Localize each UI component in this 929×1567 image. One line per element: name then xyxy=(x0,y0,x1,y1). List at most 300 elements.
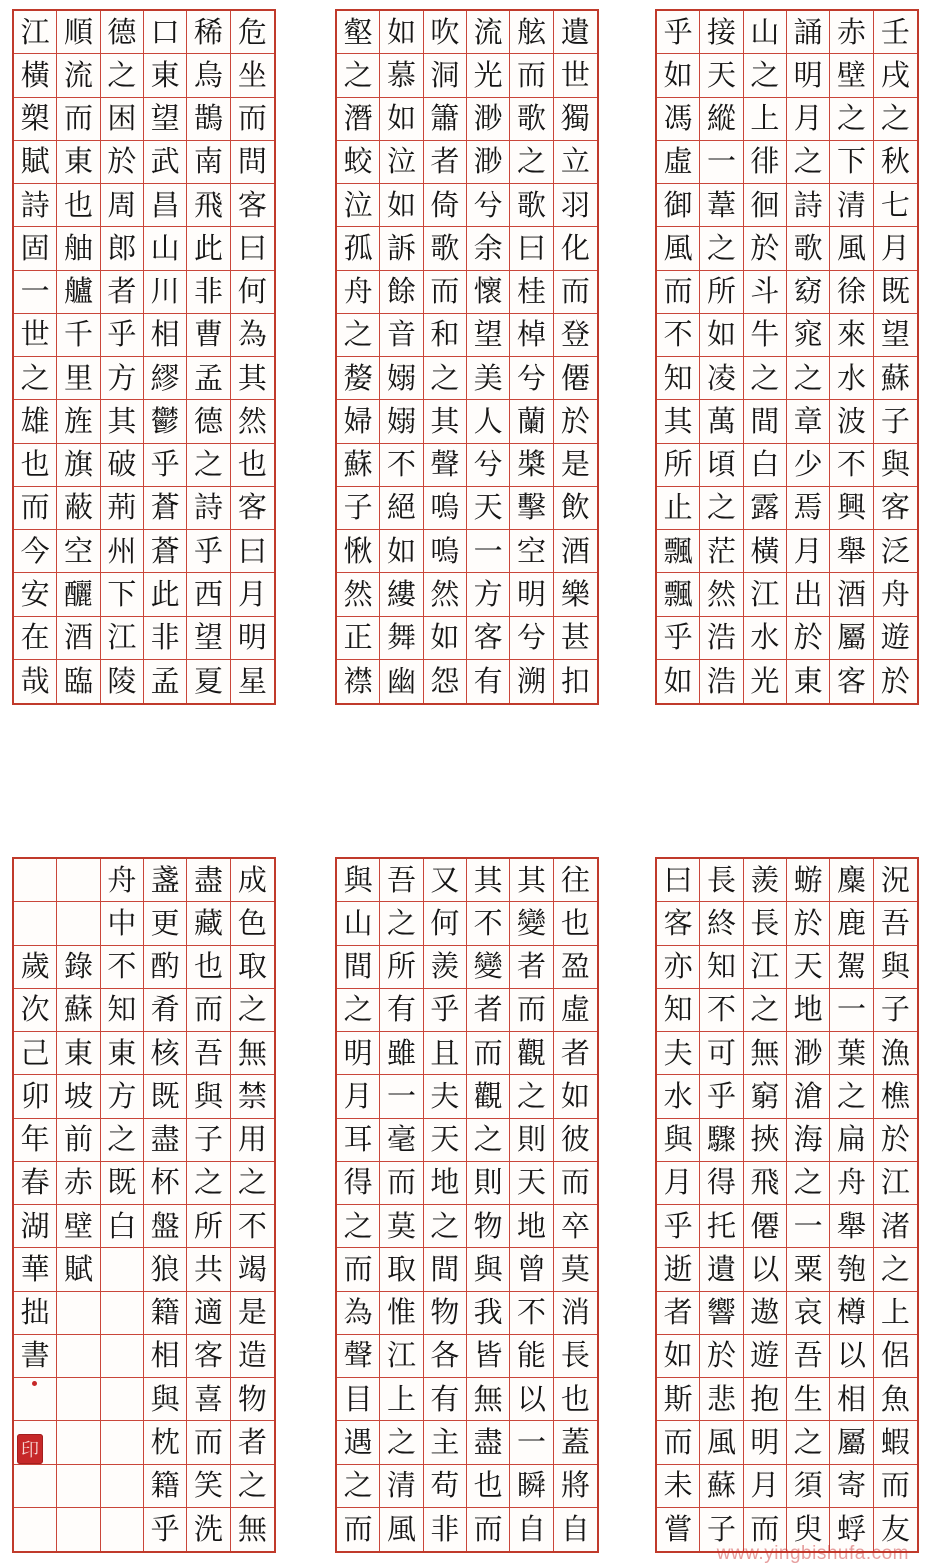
grid-cell: 之 xyxy=(187,1162,230,1205)
grid-cell: 詩 xyxy=(14,184,57,227)
grid-cell: 縷 xyxy=(380,573,423,616)
grid-cell: 知 xyxy=(101,989,144,1032)
grid-cell: 一 xyxy=(14,271,57,314)
grid-cell: 月 xyxy=(787,530,830,573)
grid-cell: 曰 xyxy=(231,530,274,573)
grid-cell: 酌 xyxy=(144,946,187,989)
grid-cell: 子 xyxy=(874,400,917,443)
grid-cell: 於 xyxy=(744,227,787,270)
grid-cell: 東 xyxy=(787,660,830,703)
grid-cell: 之 xyxy=(744,989,787,1032)
grid-cell: 盈 xyxy=(554,946,597,989)
grid-cell: 驟 xyxy=(700,1119,743,1162)
grid-cell: 可 xyxy=(700,1032,743,1075)
grid-cell: 棹 xyxy=(510,314,553,357)
grid-cell: 蒼 xyxy=(144,487,187,530)
grid-cell: 友 xyxy=(880,1511,910,1546)
grid-cell: 一 xyxy=(700,141,743,184)
grid-cell: 之 xyxy=(337,54,380,97)
grid-cell: 下 xyxy=(101,573,144,616)
grid-cell: 蓋 xyxy=(554,1421,597,1464)
grid-cell: 而 xyxy=(467,1508,510,1551)
grid-cell: 地 xyxy=(424,1162,467,1205)
grid-cell: 明 xyxy=(510,573,553,616)
grid-cell: 之 xyxy=(101,54,144,97)
grid-cell: 知 xyxy=(700,946,743,989)
grid-cell: 之 xyxy=(830,1075,873,1118)
grid-cell: 核 xyxy=(144,1032,187,1075)
grid-cell: 於 xyxy=(787,902,830,945)
grid-cell: 而 xyxy=(231,98,274,141)
grid-cell: 釃 xyxy=(57,573,100,616)
grid-cell: 雖 xyxy=(380,1032,423,1075)
grid-cell: 賦 xyxy=(14,141,57,184)
grid-cell: 遺 xyxy=(554,11,597,54)
grid-cell: 春 xyxy=(14,1162,57,1205)
grid-cell: 旗 xyxy=(57,444,100,487)
grid-cell xyxy=(14,902,57,945)
grid-cell: 舟 xyxy=(101,859,144,902)
grid-cell: 盤 xyxy=(144,1205,187,1248)
grid-cell: 非 xyxy=(144,617,187,660)
grid-cell: 月 xyxy=(337,1075,380,1118)
grid-cell: 而 xyxy=(187,1421,230,1464)
grid-cell: 而 xyxy=(424,271,467,314)
grid-cell: 天 xyxy=(787,946,830,989)
grid-cell: 武 xyxy=(144,141,187,184)
grid-cell: 坐 xyxy=(231,54,274,97)
grid-cell: 知 xyxy=(657,357,700,400)
grid-cell: 拙 xyxy=(14,1292,57,1335)
grid-cell: 上 xyxy=(874,1292,917,1335)
grid-cell: 昌 xyxy=(144,184,187,227)
grid-cell: 歌 xyxy=(510,184,553,227)
grid-cell: 渺 xyxy=(467,98,510,141)
grid-cell: 皆 xyxy=(467,1335,510,1378)
grid-cell: 相 xyxy=(144,314,187,357)
grid-cell: 其 xyxy=(510,859,553,902)
grid-cell: 而 xyxy=(57,98,100,141)
grid-cell: 樽 xyxy=(830,1292,873,1335)
grid-cell: 枕 xyxy=(144,1421,187,1464)
calligraphy-panel-bottom-left xyxy=(12,857,276,1553)
grid-cell: 山 xyxy=(337,902,380,945)
grid-cell: 正 xyxy=(337,617,380,660)
grid-cell: 歌 xyxy=(787,227,830,270)
grid-cell: 不 xyxy=(510,1292,553,1335)
grid-cell: 也 xyxy=(554,902,597,945)
grid-cell: 浩 xyxy=(700,660,743,703)
grid-cell: 其 xyxy=(467,859,510,902)
grid-cell: 清 xyxy=(830,184,873,227)
grid-cell xyxy=(14,859,57,902)
artist-seal: 印 xyxy=(17,1434,43,1464)
grid-cell: 曾 xyxy=(510,1248,553,1291)
grid-cell: 滄 xyxy=(787,1075,830,1118)
grid-cell: 與 xyxy=(337,859,380,902)
grid-cell: 橫 xyxy=(744,530,787,573)
grid-cell: 須 xyxy=(787,1465,830,1508)
grid-cell: 與 xyxy=(874,946,917,989)
grid-cell: 白 xyxy=(744,444,787,487)
grid-cell: 於 xyxy=(787,617,830,660)
grid-cell: 者 xyxy=(510,946,553,989)
grid-cell: 生 xyxy=(787,1378,830,1421)
grid-cell: 安 xyxy=(14,573,57,616)
grid-cell: 風 xyxy=(657,227,700,270)
grid-cell: 西 xyxy=(187,573,230,616)
grid-cell: 美 xyxy=(467,357,510,400)
grid-cell: 嗚 xyxy=(424,530,467,573)
grid-cell: 如 xyxy=(657,1335,700,1378)
grid-cell: 陵 xyxy=(101,660,144,703)
grid-cell: 歲 xyxy=(14,946,57,989)
grid-cell: 飛 xyxy=(187,184,230,227)
grid-cell: 者 xyxy=(231,1421,274,1464)
calligraphy-panel-top-left xyxy=(12,9,276,705)
grid-cell: 而 xyxy=(874,1465,917,1508)
grid-cell: 乎 xyxy=(657,1205,700,1248)
grid-cell: 其 xyxy=(424,400,467,443)
grid-cell: 如 xyxy=(380,530,423,573)
grid-cell: 德 xyxy=(187,400,230,443)
grid-cell: 物 xyxy=(467,1205,510,1248)
grid-cell: 藏 xyxy=(187,902,230,945)
grid-cell: 有 xyxy=(424,1378,467,1421)
grid-cell: 既 xyxy=(144,1075,187,1118)
grid-cell: 世 xyxy=(14,314,57,357)
grid-cell: 物 xyxy=(231,1378,274,1421)
grid-cell: 也 xyxy=(554,1378,597,1421)
grid-cell: 之 xyxy=(380,1421,423,1464)
grid-cell: 盡 xyxy=(187,859,230,902)
grid-cell: 籍 xyxy=(144,1292,187,1335)
grid-cell: 遨 xyxy=(744,1292,787,1335)
grid-cell: 吾 xyxy=(380,859,423,902)
grid-cell: 此 xyxy=(187,227,230,270)
grid-cell: 然 xyxy=(700,573,743,616)
grid-cell: 孟 xyxy=(187,357,230,400)
seal-dot xyxy=(32,1381,37,1386)
grid-cell: 蘇 xyxy=(337,444,380,487)
grid-cell: 之 xyxy=(744,357,787,400)
grid-cell: 方 xyxy=(101,357,144,400)
grid-cell: 之 xyxy=(14,357,57,400)
grid-cell: 余 xyxy=(467,227,510,270)
grid-cell xyxy=(101,1465,144,1508)
grid-cell: 知 xyxy=(657,989,700,1032)
grid-cell: 物 xyxy=(424,1292,467,1335)
grid-cell: 旌 xyxy=(57,400,100,443)
grid-cell: 世 xyxy=(554,54,597,97)
grid-cell: 坡 xyxy=(57,1075,100,1118)
grid-cell: 且 xyxy=(424,1032,467,1075)
grid-cell: 州 xyxy=(101,530,144,573)
grid-cell: 間 xyxy=(744,400,787,443)
grid-cell: 繆 xyxy=(144,357,187,400)
grid-cell: 里 xyxy=(57,357,100,400)
grid-cell: 天 xyxy=(424,1119,467,1162)
grid-cell: 哀 xyxy=(787,1292,830,1335)
grid-cell: 下 xyxy=(830,141,873,184)
grid-cell: 而 xyxy=(337,1248,380,1291)
grid-cell: 清 xyxy=(380,1465,423,1508)
grid-cell: 之 xyxy=(337,314,380,357)
grid-cell: 鬱 xyxy=(144,400,187,443)
grid-cell: 在 xyxy=(14,617,57,660)
grid-cell: 於 xyxy=(700,1335,743,1378)
grid-cell: 徐 xyxy=(830,271,873,314)
grid-cell: 舟 xyxy=(830,1162,873,1205)
grid-cell: 茫 xyxy=(700,530,743,573)
grid-cell: 共 xyxy=(187,1248,230,1291)
grid-cell: 羨 xyxy=(744,859,787,902)
grid-cell: 夫 xyxy=(424,1075,467,1118)
grid-cell: 乎 xyxy=(144,444,187,487)
grid-cell: 之 xyxy=(787,1162,830,1205)
grid-cell: 之 xyxy=(101,1119,144,1162)
grid-cell: 溯 xyxy=(510,660,553,703)
grid-cell: 虛 xyxy=(554,989,597,1032)
grid-cell: 之 xyxy=(874,1248,917,1291)
grid-cell: 於 xyxy=(880,663,910,698)
grid-cell: 倚 xyxy=(424,184,467,227)
grid-cell: 與 xyxy=(874,444,917,487)
grid-cell xyxy=(57,1465,100,1508)
grid-cell: 客 xyxy=(231,487,274,530)
grid-cell: 之 xyxy=(231,1465,274,1508)
grid-cell: 問 xyxy=(231,141,274,184)
grid-cell: 寄 xyxy=(830,1465,873,1508)
grid-cell: 上 xyxy=(744,98,787,141)
grid-cell: 然 xyxy=(231,400,274,443)
grid-cell: 懷 xyxy=(467,271,510,314)
grid-cell: 望 xyxy=(874,314,917,357)
grid-cell: 無 xyxy=(467,1378,510,1421)
grid-cell: 江 xyxy=(744,573,787,616)
grid-cell: 舟 xyxy=(337,271,380,314)
grid-cell: 明 xyxy=(231,617,274,660)
grid-cell: 莫 xyxy=(554,1248,597,1291)
grid-cell: 舉 xyxy=(830,530,873,573)
grid-cell: 孤 xyxy=(337,227,380,270)
grid-cell: 無 xyxy=(237,1511,267,1546)
grid-cell: 波 xyxy=(830,400,873,443)
grid-cell: 獨 xyxy=(554,98,597,141)
grid-cell: 如 xyxy=(380,98,423,141)
grid-cell: 浩 xyxy=(700,617,743,660)
grid-cell: 吾 xyxy=(787,1335,830,1378)
grid-cell: 屬 xyxy=(830,617,873,660)
grid-cell: 東 xyxy=(57,141,100,184)
grid-cell: 蘭 xyxy=(510,400,553,443)
grid-cell: 流 xyxy=(467,11,510,54)
grid-cell: 之 xyxy=(700,487,743,530)
grid-cell: 天 xyxy=(510,1162,553,1205)
grid-cell: 順 xyxy=(57,11,100,54)
grid-cell: 七 xyxy=(874,184,917,227)
grid-cell: 舷 xyxy=(510,11,553,54)
grid-cell: 壑 xyxy=(337,11,380,54)
grid-cell: 詩 xyxy=(187,487,230,530)
grid-cell: 人 xyxy=(467,400,510,443)
grid-cell: 而 xyxy=(554,1162,597,1205)
grid-cell: 盡 xyxy=(144,1119,187,1162)
grid-cell: 乎 xyxy=(424,989,467,1032)
grid-cell: 亦 xyxy=(657,946,700,989)
grid-cell: 書 xyxy=(14,1335,57,1378)
grid-cell: 觀 xyxy=(467,1075,510,1118)
grid-cell: 空 xyxy=(57,530,100,573)
grid-cell: 色 xyxy=(231,902,274,945)
grid-cell: 其 xyxy=(101,400,144,443)
grid-cell: 嘗 xyxy=(657,1508,700,1551)
grid-cell: 取 xyxy=(231,946,274,989)
grid-cell: 江 xyxy=(744,946,787,989)
grid-cell: 章 xyxy=(787,400,830,443)
grid-cell: 則 xyxy=(510,1119,553,1162)
grid-cell: 月 xyxy=(744,1465,787,1508)
grid-cell: 遺 xyxy=(700,1248,743,1291)
grid-cell: 興 xyxy=(830,487,873,530)
grid-cell: 嫋 xyxy=(380,400,423,443)
grid-cell: 臾 xyxy=(787,1508,830,1551)
grid-cell: 造 xyxy=(231,1335,274,1378)
grid-cell: 絕 xyxy=(380,487,423,530)
grid-cell: 如 xyxy=(380,11,423,54)
grid-cell: 嫋 xyxy=(380,357,423,400)
grid-cell: 曰 xyxy=(510,227,553,270)
grid-cell: 相 xyxy=(144,1335,187,1378)
grid-cell xyxy=(101,1378,144,1421)
grid-cell: 水 xyxy=(830,357,873,400)
grid-cell: 匏 xyxy=(830,1248,873,1291)
grid-cell: 萬 xyxy=(700,400,743,443)
grid-cell: 而 xyxy=(510,54,553,97)
grid-cell: 東 xyxy=(144,54,187,97)
grid-cell: 之 xyxy=(467,1119,510,1162)
grid-cell: 縱 xyxy=(700,98,743,141)
grid-cell: 周 xyxy=(101,184,144,227)
grid-cell: 幽 xyxy=(380,660,423,703)
grid-cell: 客 xyxy=(657,902,700,945)
grid-cell: 盡 xyxy=(467,1421,510,1464)
grid-cell: 僊 xyxy=(744,1205,787,1248)
grid-cell: 不 xyxy=(700,989,743,1032)
grid-cell: 稀 xyxy=(187,11,230,54)
grid-cell: 於 xyxy=(874,1119,917,1162)
grid-cell: 斗 xyxy=(744,271,787,314)
grid-cell: 而 xyxy=(467,1032,510,1075)
grid-cell: 立 xyxy=(554,141,597,184)
grid-cell: 出 xyxy=(787,573,830,616)
grid-cell: 之 xyxy=(337,989,380,1032)
grid-cell: 托 xyxy=(700,1205,743,1248)
grid-cell: 侶 xyxy=(874,1335,917,1378)
grid-cell: 愀 xyxy=(337,530,380,573)
grid-cell: 於 xyxy=(101,141,144,184)
grid-cell: 壁 xyxy=(830,54,873,97)
grid-cell: 是 xyxy=(231,1292,274,1335)
grid-cell: 之 xyxy=(700,227,743,270)
grid-cell: 笑 xyxy=(187,1465,230,1508)
grid-cell: 然 xyxy=(337,573,380,616)
grid-cell: 光 xyxy=(467,54,510,97)
grid-cell: 地 xyxy=(510,1205,553,1248)
grid-cell: 而 xyxy=(380,1162,423,1205)
watermark-url: www.yingbishufa.com xyxy=(716,1543,909,1564)
grid-cell: 之 xyxy=(380,902,423,945)
grid-cell: 觀 xyxy=(510,1032,553,1075)
grid-cell: 莫 xyxy=(380,1205,423,1248)
grid-cell: 徘 xyxy=(744,141,787,184)
grid-cell: 乎 xyxy=(700,1075,743,1118)
grid-cell: 渺 xyxy=(787,1032,830,1075)
grid-cell: 槳 xyxy=(510,444,553,487)
grid-cell xyxy=(57,1378,100,1421)
grid-cell: 吾 xyxy=(874,902,917,945)
grid-cell: 婦 xyxy=(337,400,380,443)
grid-cell: 蘇 xyxy=(700,1465,743,1508)
grid-cell: 乎 xyxy=(657,617,700,660)
grid-cell: 悲 xyxy=(700,1378,743,1421)
grid-cell: 葉 xyxy=(830,1032,873,1075)
grid-cell: 德 xyxy=(101,11,144,54)
grid-cell: 之 xyxy=(337,1465,380,1508)
grid-cell: 乎 xyxy=(187,530,230,573)
grid-cell: 嫠 xyxy=(337,357,380,400)
grid-cell: 與 xyxy=(657,1119,700,1162)
grid-cell: 口 xyxy=(144,11,187,54)
grid-cell: 泛 xyxy=(874,530,917,573)
grid-cell: 適 xyxy=(187,1292,230,1335)
grid-cell xyxy=(14,1465,57,1508)
grid-cell: 有 xyxy=(380,989,423,1032)
grid-cell: 往 xyxy=(554,859,597,902)
grid-cell: 有 xyxy=(467,660,510,703)
grid-cell: 之 xyxy=(510,141,553,184)
grid-cell: 一 xyxy=(380,1075,423,1118)
grid-cell: 乎 xyxy=(101,314,144,357)
grid-cell: 固 xyxy=(14,227,57,270)
grid-cell: 一 xyxy=(510,1421,553,1464)
grid-cell: 既 xyxy=(874,271,917,314)
grid-cell: 得 xyxy=(337,1162,380,1205)
grid-cell: 目 xyxy=(337,1378,380,1421)
grid-cell: 秋 xyxy=(874,141,917,184)
grid-cell: 所 xyxy=(657,444,700,487)
grid-cell: 籍 xyxy=(144,1465,187,1508)
grid-cell: 誦 xyxy=(787,11,830,54)
grid-cell: 各 xyxy=(424,1335,467,1378)
grid-cell: 如 xyxy=(657,660,700,703)
grid-cell: 盞 xyxy=(144,859,187,902)
grid-cell: 流 xyxy=(57,54,100,97)
grid-cell: 止 xyxy=(657,487,700,530)
grid-cell: 之 xyxy=(510,1075,553,1118)
grid-cell: 禁 xyxy=(231,1075,274,1118)
grid-cell: 自 xyxy=(560,1511,590,1546)
grid-cell: 月 xyxy=(231,573,274,616)
grid-cell: 和 xyxy=(424,314,467,357)
grid-cell: 餘 xyxy=(380,271,423,314)
grid-cell: 東 xyxy=(101,1032,144,1075)
grid-cell: 與 xyxy=(467,1248,510,1291)
grid-cell: 江 xyxy=(380,1335,423,1378)
grid-cell: 鵲 xyxy=(187,98,230,141)
grid-cell: 洗 xyxy=(187,1508,230,1551)
grid-cell: 肴 xyxy=(144,989,187,1032)
